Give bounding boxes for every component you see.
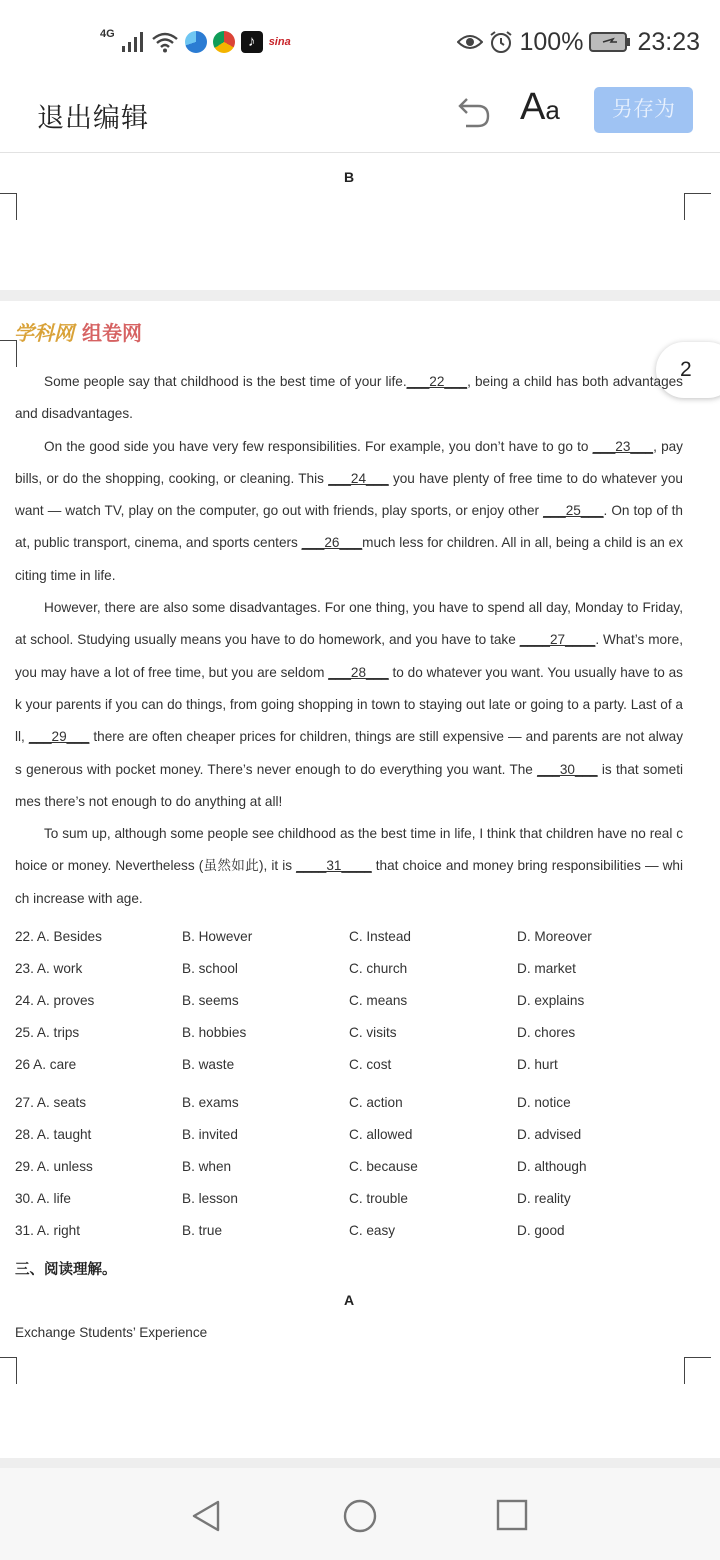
crop-mark [684, 1357, 711, 1384]
paragraph-text: you have plenty of free time to do whatever you want — watch TV, play on the computer, go out with friends, play sports, or enjoy other [15, 470, 683, 519]
option-choice: C. church [349, 961, 408, 976]
answer-blank: ___23___ [592, 438, 654, 454]
option-choice: D. notice [517, 1095, 571, 1110]
option-choice: C. because [349, 1159, 418, 1174]
answer-blank: ___28___ [328, 664, 389, 680]
option-choice: 26 A. care [15, 1057, 77, 1072]
section-b-label: B [343, 169, 355, 185]
signal-icon [121, 31, 145, 53]
answer-blank: ___24___ [328, 470, 389, 486]
answer-blank: ___26___ [301, 535, 363, 551]
option-choice: B. hobbies [182, 1025, 247, 1040]
option-choice: D. hurt [517, 1057, 558, 1072]
option-choice: 30. A. life [15, 1191, 71, 1206]
option-choice: 22. A. Besides [15, 929, 102, 944]
article-paragraph [15, 366, 683, 431]
paragraph-text: Some people say that childhood is the best time of your life. [44, 374, 407, 389]
undo-icon[interactable] [452, 92, 494, 134]
battery-icon [589, 31, 631, 53]
option-choice: B. lesson [182, 1191, 238, 1206]
option-choice: D. advised [517, 1127, 582, 1142]
font-size-button[interactable] [520, 86, 560, 129]
paragraph-text: there are often cheaper prices for children, things are still expensive — and parents are not always generous with pocket money. There’s never enough to do everything you want. The [15, 729, 684, 777]
page-number-indicator[interactable]: 2 [656, 342, 720, 398]
option-choice: 29. A. unless [15, 1159, 93, 1174]
option-row [15, 1215, 695, 1247]
status-right [457, 24, 700, 60]
paragraph-text: . On top of that, public transport, cinema, and sports centers [15, 503, 683, 551]
article-paragraph [15, 431, 683, 592]
option-row [15, 921, 695, 953]
option-choice: D. reality [517, 1191, 571, 1206]
paragraph-text: To sum up, although some people see childhood as the best time in life, I think that children have no real choice or money. Nevertheless (虽然如此), it is [15, 826, 683, 874]
option-choice: C. means [349, 993, 408, 1008]
paragraph-text: , pay bills, or do the shopping, cooking, or cleaning. This [15, 438, 683, 486]
option-row [15, 1183, 695, 1215]
options-list [15, 921, 695, 1247]
option-choice: D. although [517, 1159, 587, 1174]
answer-blank: ___30___ [537, 761, 598, 777]
font-label-small: a [545, 95, 560, 125]
editor-toolbar [0, 84, 720, 153]
tiktok-icon: ♪ [241, 31, 263, 53]
option-choice: 27. A. seats [15, 1095, 87, 1110]
answer-blank: ___22___ [406, 374, 468, 389]
section-heading: 三、阅读理解。 [15, 1262, 117, 1278]
option-row [15, 985, 695, 1017]
answer-blank: ___29___ [28, 729, 90, 745]
answer-blank: ____27____ [519, 632, 596, 648]
option-choice: B. waste [182, 1057, 235, 1072]
paragraph-text: , being a child has both advantages and disadvantages. [15, 374, 683, 422]
option-choice: C. trouble [349, 1191, 408, 1206]
cloze-article [15, 366, 683, 915]
option-choice: B. true [182, 1223, 223, 1238]
font-label-big: A [520, 86, 546, 128]
option-choice: 24. A. proves [15, 993, 95, 1008]
paragraph-text: that choice and money bring responsibilities — which increase with age. [15, 858, 683, 906]
option-choice: B. invited [182, 1127, 238, 1142]
paragraph-text: On the good side you have very few responsibilities. For example, you don’t have to go to [44, 438, 593, 454]
save-as-button[interactable]: 另存为 [594, 87, 693, 133]
wifi-icon [151, 31, 179, 53]
paragraph-text: is that sometimes there’s not enough to do anything at all! [15, 761, 683, 809]
navigation-bar [0, 1468, 720, 1560]
paragraph-text: to do whatever you want. You usually have to ask your parents if you can do things, from going shopping in town to staying out late or going to a party. Last of all, [15, 664, 683, 745]
option-choice: C. visits [349, 1025, 397, 1040]
answer-blank: ____31____ [296, 858, 372, 874]
option-choice: D. Moreover [517, 929, 592, 944]
status-bar [0, 0, 720, 84]
option-choice: C. action [349, 1095, 403, 1110]
option-choice: B. However [182, 929, 253, 944]
crop-mark [0, 193, 17, 220]
option-choice: 23. A. work [15, 961, 83, 976]
option-choice: C. easy [349, 1223, 396, 1238]
answer-blank: ___25___ [543, 503, 604, 519]
passage-title: Exchange Students’ Experience [15, 1325, 208, 1340]
sina-icon: sina [268, 36, 291, 48]
option-choice: C. allowed [349, 1127, 413, 1142]
chrome-icon [213, 31, 235, 53]
document-page-top [0, 153, 720, 290]
browser-icon [185, 31, 207, 53]
back-icon[interactable] [188, 1498, 224, 1534]
option-choice: B. seems [182, 993, 239, 1008]
alarm-icon [489, 30, 513, 54]
battery-percent: 100% [519, 27, 584, 56]
option-row [15, 1119, 695, 1151]
watermark-logos [14, 313, 142, 349]
option-choice: B. school [182, 961, 238, 976]
page-separator [0, 1458, 720, 1468]
option-choice: C. cost [349, 1057, 392, 1072]
article-paragraph [15, 592, 683, 818]
option-row [15, 1151, 695, 1183]
option-choice: 25. A. trips [15, 1025, 80, 1040]
crop-mark [684, 193, 711, 220]
logo-zujuanwang: 组卷网 [82, 320, 142, 345]
option-row [15, 1017, 695, 1049]
option-row [15, 1087, 695, 1119]
logo-xuekewang: 学科网 [14, 320, 74, 345]
option-choice: D. chores [517, 1025, 576, 1040]
part-label: A [343, 1292, 355, 1308]
paragraph-text: . What’s more, you may have a lot of free time, but you are seldom [15, 632, 683, 680]
exit-edit-button[interactable]: 退出编辑 [37, 103, 149, 133]
article-paragraph [15, 818, 683, 915]
option-choice: 31. A. right [15, 1223, 80, 1238]
paragraph-text: much less for children. All in all, being a child is an exciting time in life. [15, 535, 683, 583]
page-separator [0, 290, 720, 301]
status-left [100, 26, 291, 58]
clock: 23:23 [637, 27, 700, 56]
option-choice: D. explains [517, 993, 585, 1008]
option-choice: D. good [517, 1223, 565, 1238]
network-type: 4G [100, 28, 115, 40]
option-choice: B. exams [182, 1095, 239, 1110]
recents-icon[interactable] [495, 1498, 531, 1534]
option-choice: 28. A. taught [15, 1127, 92, 1142]
crop-mark [0, 1357, 17, 1384]
option-choice: B. when [182, 1159, 232, 1174]
home-icon[interactable] [342, 1498, 378, 1534]
option-choice: C. Instead [349, 929, 411, 944]
option-row [15, 1049, 695, 1087]
eye-icon [457, 31, 483, 53]
option-choice: D. market [517, 961, 576, 976]
option-row [15, 953, 695, 985]
paragraph-text: However, there are also some disadvantages. For one thing, you have to spend all day, Monday to Friday, at school. Studying usually means you have to do homework, and you have to take [15, 600, 683, 648]
